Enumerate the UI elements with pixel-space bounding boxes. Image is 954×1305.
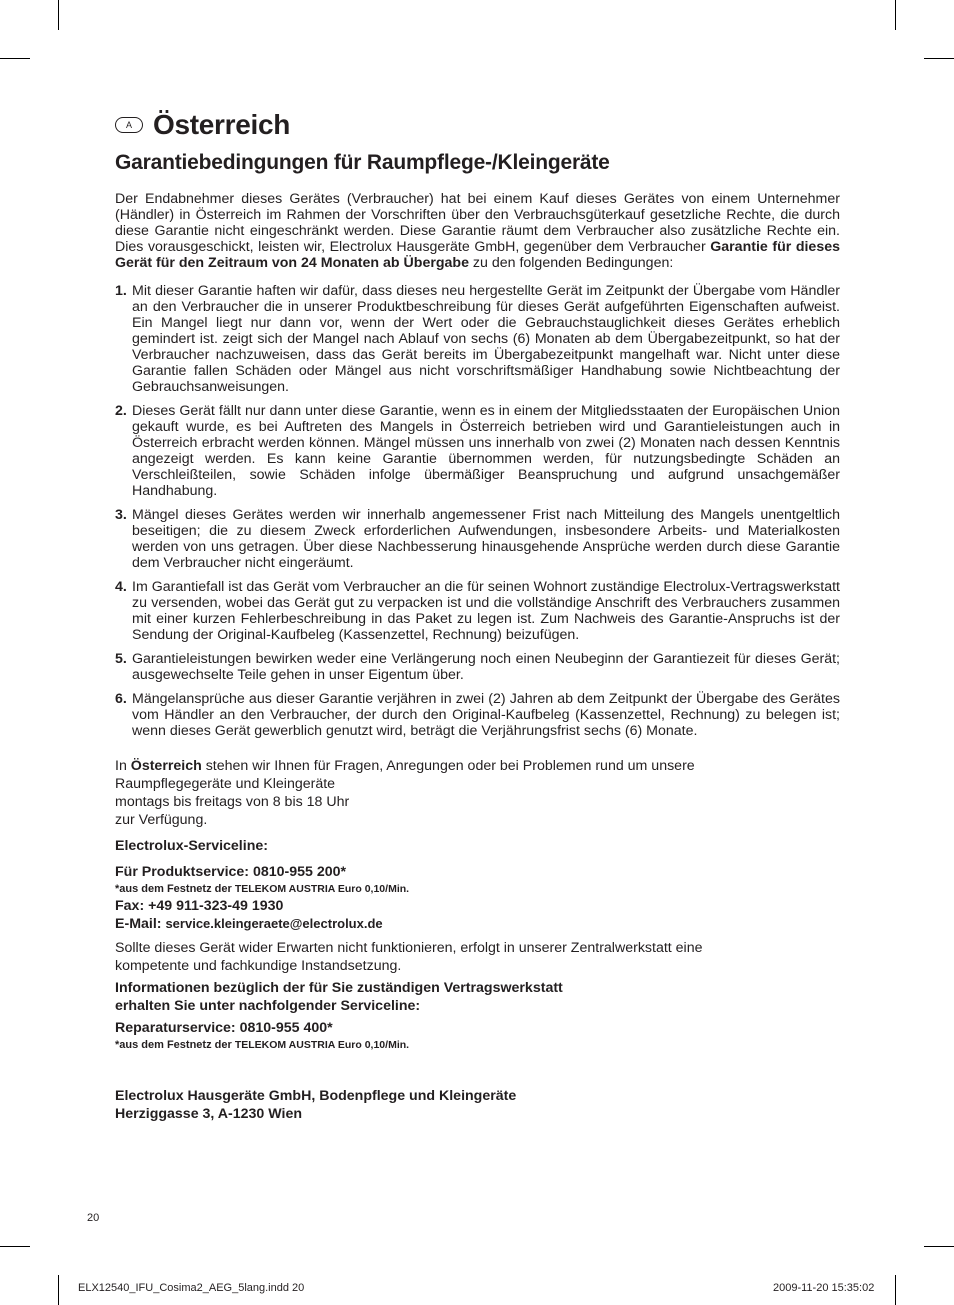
crop-mark <box>924 1246 954 1247</box>
contact-line: zur Verfügung. <box>115 812 208 828</box>
country-title: Österreich <box>153 109 291 140</box>
contact-section <box>115 757 840 1123</box>
crop-mark <box>895 0 896 30</box>
product-service-phone: Für Produktservice: 0810-955 200* <box>115 864 347 880</box>
crop-mark <box>895 1275 896 1305</box>
contact-hours: montags bis freitags von 8 bis 18 Uhr <box>115 794 350 810</box>
file-slug: ELX12540_IFU_Cosima2_AEG_5lang.indd 20 <box>78 1282 305 1294</box>
repair-text: kompetente und fachkundige Instandsetzung. <box>115 958 402 974</box>
repair-service-phone: Reparaturservice: 0810-955 400* <box>115 1020 333 1036</box>
tariff-note: *aus dem Festnetz der TELEKOM AUSTRIA Euro 0,10/Min. <box>115 1039 410 1051</box>
country-badge: A <box>115 117 143 133</box>
list-item: 5. Garantieleistungen bewirken weder eine Verlängerung noch einen Neubeginn der Garantiezeit für dieses Gerät; ausgewechselte Teile gehen in unser Eigentum über. <box>115 651 840 683</box>
company-name: Electrolux Hausgeräte GmbH, Bodenpflege und Kleingeräte <box>115 1088 517 1104</box>
timestamp-slug: 2009-11-20 15:35:02 <box>773 1282 875 1294</box>
serviceline-heading: Electrolux-Serviceline: <box>115 838 268 854</box>
tariff-note: *aus dem Festnetz der TELEKOM AUSTRIA Euro 0,10/Min. <box>115 883 410 895</box>
page-content <box>115 105 840 1123</box>
crop-mark <box>0 1246 30 1247</box>
company-address: Herziggasse 3, A-1230 Wien <box>115 1106 303 1122</box>
intro-paragraph: Der Endabnehmer dieses Gerätes (Verbraucher) hat bei einem Kauf dieses Gerätes von einem Unternehmer (Händler) in Österreich im Rahmen der Vorschriften über den Verbrauchsgüterkauf gesetzliche Rechte, die durch diese Garantie nicht eingeschränkt werden. Diese Garantie räumt dem Verbraucher also zusätzliche Rechte ein. Dies vorausgeschickt, leisten wir, Electrolux Hausgeräte GmbH, gegenüber dem Verbraucher Garantie für dieses Gerät für den Zeitraum von 24 Monaten ab Übergabe zu den folgenden Bedingungen: <box>115 191 840 271</box>
list-item: 3. Mängel dieses Gerätes werden wir innerhalb angemessener Frist nach Mitteilung des Mangels unentgeltlich beseitigen; die zu diesem Zweck erforderlichen Aufwendungen, insbesondere Arbeits- und Materialkosten werden von uns getragen. Über diese Nachbesserung hinausgehende Ansprüche werden durch diese Garantie dem Verbraucher nicht eingeräumt. <box>115 507 840 571</box>
page-heading: Garantiebedingungen für Raumpflege-/Kleingeräte <box>115 151 610 174</box>
repair-text: Sollte dieses Gerät wider Erwarten nicht funktionieren, erfolgt in unserer Zentralwerkstatt eine <box>115 940 703 956</box>
workshop-info: Informationen bezüglich der für Sie zuständigen Vertragswerkstatt <box>115 980 563 996</box>
contact-line: In Österreich stehen wir Ihnen für Fragen, Anregungen oder bei Problemen rund um unsere <box>115 758 695 774</box>
page-number: 20 <box>87 1212 100 1224</box>
email-link[interactable]: service.kleingeraete@electrolux.de <box>165 916 383 931</box>
fax-number: Fax: +49 911-323-49 1930 <box>115 898 284 914</box>
workshop-info: erhalten Sie unter nachfolgender Serviceline: <box>115 998 421 1014</box>
crop-mark <box>58 1275 59 1305</box>
crop-mark <box>924 58 954 59</box>
list-item: 1. Mit dieser Garantie haften wir dafür, dass dieses neu hergestellte Gerät im Zeitpunkt der Übergabe vom Händler an den Verbraucher die in unserer Produktbeschreibung für dieses Gerät aufgeführten Eigenschaften aufweist. Ein Mangel liegt nur dann vor, wenn der Wert oder die Gebrauchstauglichkeit dieses Gerätes erheblich gemindert ist. zeigt sich der Mangel nach Ablauf von sechs (6) Monaten ab dem Übergabezeitpunkt, so hat der Verbraucher nachzuweisen, dass das Gerät bereits im Übergabezeitpunkt mangelhaft war. Nicht unter diese Garantie fallen Schäden oder Mängel aus nicht vorschriftsmäßiger Handhabung sowie Nichtbeachtung der Gebrauchsanweisungen. <box>115 283 840 395</box>
contact-line: Raumpflegegeräte und Kleingeräte <box>115 776 336 792</box>
email-line: E-Mail: service.kleingeraete@electrolux.de <box>115 916 383 932</box>
warranty-conditions-list <box>115 283 840 739</box>
crop-mark <box>58 0 59 30</box>
list-item: 4. Im Garantiefall ist das Gerät vom Verbraucher an die für seinen Wohnort zuständige Electrolux-Vertragswerkstatt zu versenden, wobei das Gerät gut zu verpacken ist und die vollständige Anschrift des Verbrauchers zusammen mit einer kurzen Fehlerbeschreibung in das Paket zu legen ist. Zum Nachweis des Garantie-Anspruchs ist der Sendung der Original-Kaufbeleg (Kassenzettel, Rechnung) beizufügen. <box>115 579 840 643</box>
country-header <box>115 105 840 145</box>
crop-mark <box>0 58 30 59</box>
list-item: 2. Dieses Gerät fällt nur dann unter diese Garantie, wenn es in einem der Mitgliedsstaaten der Europäischen Union gekauft wurde, es bei Auftreten des Mangels in Österreich betrieben wird und Garantieleistungen auch in Österreich erbracht werden können. Mängel müssen uns innerhalb von zwei (2) Monaten nach dessen Kenntnis angezeigt werden. Es kann keine Garantie übernommen werden, für nutzungsbedingte Schäden an Verschleißteilen, sowie Schäden infolge übermäßiger Beanspruchung und aufgrund unsachgemäßer Handhabung. <box>115 403 840 499</box>
list-item: 6. Mängelansprüche aus dieser Garantie verjähren in zwei (2) Jahren ab dem Zeitpunkt der Übergabe des Gerätes vom Händler an den Verbraucher, der durch den Original-Kaufbeleg (Kassenzettel, Rechnung) zu belegen ist; wenn dieses Gerät gewerblich genutzt wird, beträgt die Verjährungsfrist sechs (6) Monate. <box>115 691 840 739</box>
